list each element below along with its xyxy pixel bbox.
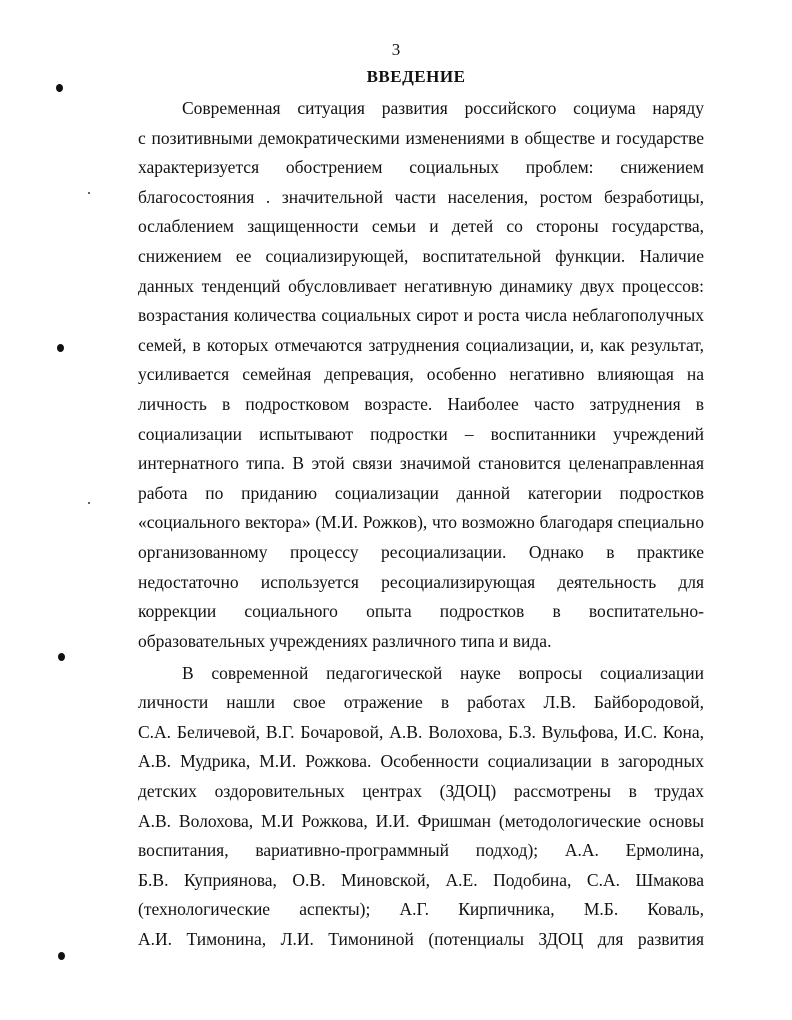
text-line: А.В. Волохова, М.И Рожкова, И.И. Фришман (методологические основы bbox=[138, 811, 704, 831]
text-line: социализации испытывают подростки – воспитанники учреждений bbox=[138, 424, 704, 444]
text-line: с позитивными демократическими изменениями в обществе и государстве bbox=[138, 128, 704, 148]
text-line: семей, в которых отмечаются затруднения социализации, и, как результат, bbox=[138, 335, 704, 355]
text-line: коррекции социального опыта подростков в воспитательно- bbox=[138, 601, 704, 621]
text-line: личность в подростковом возрасте. Наиболее часто затруднения в bbox=[138, 394, 704, 414]
text-line: С.А. Беличевой, В.Г. Бочаровой, А.В. Волохова, Б.З. Вульфова, И.С. Кона, bbox=[138, 722, 704, 742]
text-line: Б.В. Куприянова, О.В. Миновской, А.Е. Подобина, С.А. Шмакова bbox=[138, 870, 704, 890]
text-line: благосостояния . значительной части населения, ростом безработицы, bbox=[138, 187, 704, 207]
text-line: воспитания, вариативно-программный подход); А.А. Ермолина, bbox=[138, 840, 704, 860]
text-line: характеризуется обострением социальных проблем: снижением bbox=[138, 157, 704, 177]
text-line: личности нашли свое отражение в работах Л.В. Байбородовой, bbox=[138, 692, 704, 712]
text-line: работа по приданию социализации данной категории подростков bbox=[138, 483, 704, 503]
text-line: ослаблением защищенности семьи и детей со стороны государства, bbox=[138, 216, 704, 236]
text-line: В современной педагогической науке вопросы социализации bbox=[182, 663, 704, 683]
text-line: снижением ее социализирующей, воспитательной функции. Наличие bbox=[138, 246, 704, 266]
punch-hole-mark bbox=[58, 653, 65, 661]
text-line: недостаточно используется ресоциализирующая деятельность для bbox=[138, 572, 704, 592]
punch-hole-mark bbox=[56, 84, 63, 92]
punch-hole-mark bbox=[58, 952, 65, 960]
text-line: Современная ситуация развития российского социума наряду bbox=[182, 98, 704, 118]
scan-speck bbox=[88, 192, 90, 194]
text-line: возрастания количества социальных сирот и роста числа неблагополучных bbox=[138, 305, 704, 325]
text-line: А.В. Мудрика, М.И. Рожкова. Особенности социализации в загородных bbox=[138, 751, 704, 771]
text-line: данных тенденций обусловливает негативную динамику двух процессов: bbox=[138, 276, 704, 296]
text-line: образовательных учреждениях различного типа и вида. bbox=[138, 631, 552, 651]
page-number: 3 bbox=[391, 40, 401, 59]
text-line: организованному процессу ресоциализации. Однако в практике bbox=[138, 542, 704, 562]
scan-speck bbox=[88, 502, 90, 504]
text-line: детских оздоровительных центрах (ЗДОЦ) рассмотрены в трудах bbox=[138, 781, 704, 801]
text-line: усиливается семейная депревация, особенно негативно влияющая на bbox=[138, 364, 704, 384]
page-title: ВВЕДЕНИЕ bbox=[366, 67, 466, 86]
text-line: А.И. Тимонина, Л.И. Тимониной (потенциалы ЗДОЦ для развития bbox=[138, 929, 704, 949]
text-line: (технологические аспекты); А.Г. Кирпичника, М.Б. Коваль, bbox=[138, 899, 704, 919]
punch-hole-mark bbox=[57, 344, 64, 352]
text-line: «социального вектора» (М.И. Рожков), что возможно благодаря специально bbox=[138, 512, 704, 532]
text-line: интернатного типа. В этой связи значимой становится целенаправленная bbox=[138, 453, 704, 473]
